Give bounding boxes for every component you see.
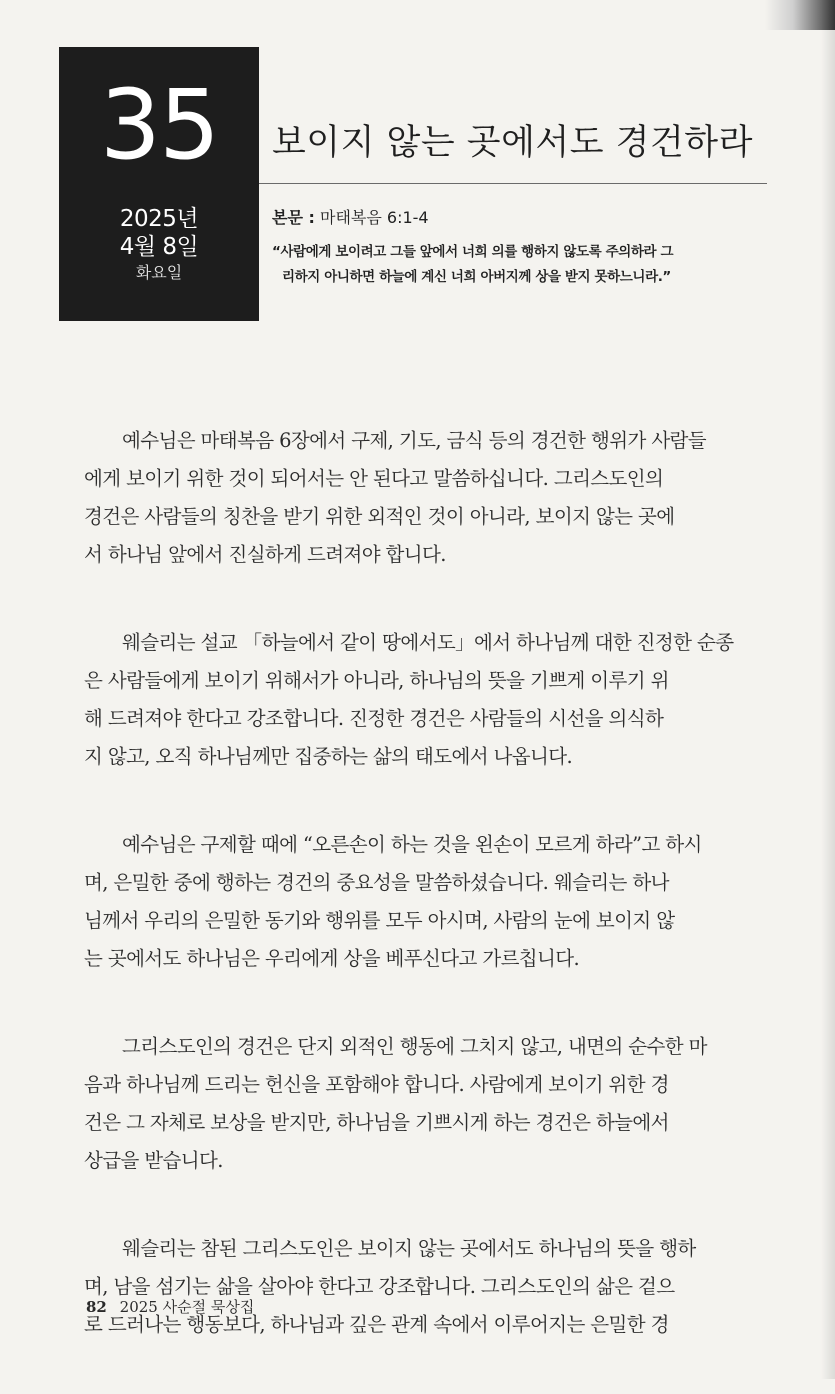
body-line: 님께서 우리의 은밀한 동기와 행위를 모두 아시며, 사람의 눈에 보이지 않 xyxy=(84,909,675,932)
body-line: 서 하나님 앞에서 진실하게 드려져야 합니다. xyxy=(84,543,446,566)
body-line: 는 곳에서도 하나님은 우리에게 상을 베푸신다고 가르칩니다. xyxy=(84,947,580,970)
body-paragraph xyxy=(84,422,769,574)
scripture-quote-line: 리하지 아니하면 하늘에 계신 너희 아버지께 상을 받지 못하느니라.” xyxy=(282,269,671,285)
date-year: 2025년 xyxy=(119,206,199,232)
body-line: 예수님은 구제할 때에 “오른손이 하는 것을 왼손이 모르게 하라”고 하시 xyxy=(122,833,702,856)
body-line: 상급을 받습니다. xyxy=(84,1149,223,1172)
date-weekday: 화요일 xyxy=(135,263,183,282)
book-title: 2025 사순절 묵상집 xyxy=(119,1298,255,1316)
body-line: 며, 은밀한 중에 행하는 경건의 중요성을 말씀하셨습니다. 웨슬리는 하나 xyxy=(84,871,669,894)
body-line: 음과 하나님께 드리는 헌신을 포함해야 합니다. 사람에게 보이기 위한 경 xyxy=(84,1073,669,1096)
date-month-day: 4월 8일 xyxy=(119,234,199,260)
body-line: 경건은 사람들의 칭찬을 받기 위한 외적인 것이 아니라, 보이지 않는 곳에 xyxy=(84,505,675,528)
title-divider xyxy=(259,183,767,184)
scripture-ref-text: 마태복음 6:1-4 xyxy=(319,208,429,227)
scripture-quote-line: “사람에게 보이려고 그들 앞에서 너희 의를 행하지 않도록 주의하라 그 xyxy=(272,244,674,260)
day-number: 35 xyxy=(99,69,219,181)
body-line: 그리스도인의 경건은 단지 외적인 행동에 그치지 않고, 내면의 순수한 마 xyxy=(122,1035,707,1058)
date-block xyxy=(59,205,259,285)
body-line: 건은 그 자체로 보상을 받지만, 하나님을 기쁘시게 하는 경건은 하늘에서 xyxy=(84,1111,669,1134)
devotional-body xyxy=(84,422,769,1394)
scripture-quote xyxy=(272,240,766,290)
body-paragraph xyxy=(84,1028,769,1180)
scripture-label: 본문 : xyxy=(272,208,315,227)
body-line: 해 드려져야 한다고 강조합니다. 진정한 경건은 사람들의 시선을 의식하 xyxy=(84,707,664,730)
scripture-reference xyxy=(272,206,752,230)
page-footer xyxy=(86,1297,254,1317)
body-paragraph xyxy=(84,1230,769,1344)
body-paragraph xyxy=(84,826,769,978)
day-date-box xyxy=(59,47,259,321)
page-number: 82 xyxy=(86,1298,107,1316)
body-line: 웨슬리는 설교 「하늘에서 같이 땅에서도」에서 하나님께 대한 진정한 순종 xyxy=(122,631,734,654)
body-paragraph xyxy=(84,624,769,776)
page-edge-shadow xyxy=(821,0,835,1379)
body-line: 웨슬리는 참된 그리스도인은 보이지 않는 곳에서도 하나님의 뜻을 행하 xyxy=(122,1237,696,1260)
body-line: 예수님은 마태복음 6장에서 구제, 기도, 금식 등의 경건한 행위가 사람들 xyxy=(122,429,707,452)
body-line: 지 않고, 오직 하나님께만 집중하는 삶의 태도에서 나옵니다. xyxy=(84,745,573,768)
body-line: 로 드러나는 행동보다, 하나님과 깊은 관계 속에서 이루어지는 은밀한 경 xyxy=(84,1313,669,1336)
body-line: 며, 남을 섬기는 삶을 살아야 한다고 강조합니다. 그리스도인의 삶은 겉으 xyxy=(84,1275,675,1298)
page-title: 보이지 않는 곳에서도 경건하라 xyxy=(272,123,753,163)
body-line: 은 사람들에게 보이기 위해서가 아니라, 하나님의 뜻을 기쁘게 이루기 위 xyxy=(84,669,669,692)
body-line: 에게 보이기 위한 것이 되어서는 안 된다고 말씀하십니다. 그리스도인의 xyxy=(84,467,664,490)
